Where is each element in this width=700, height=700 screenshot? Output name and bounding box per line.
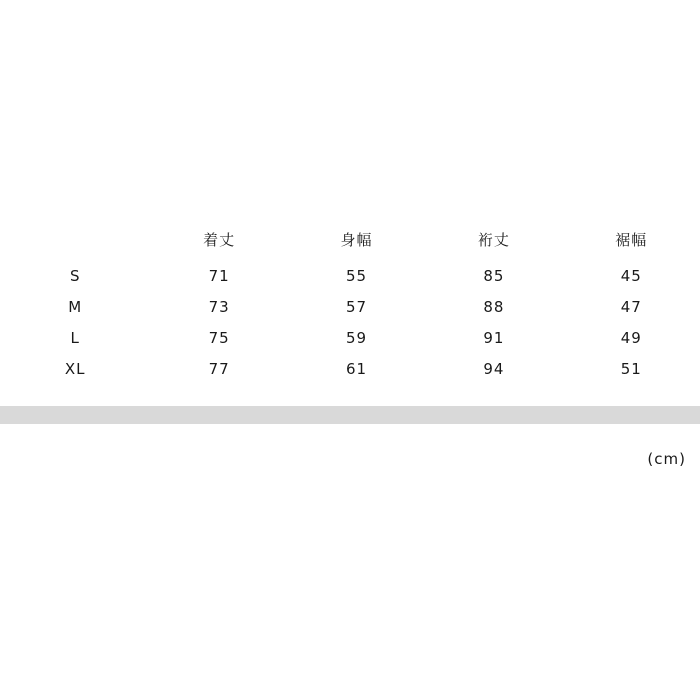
cell-value: 91 <box>483 328 505 347</box>
table-body <box>0 260 700 384</box>
cell-value: 85 <box>483 266 505 285</box>
column-header-sleeve: 裄丈 <box>477 230 510 249</box>
table-corner-cell <box>0 218 150 260</box>
column-header-length: 着丈 <box>203 230 236 249</box>
cell-value: 47 <box>620 297 642 316</box>
unit-note: (cm) <box>647 450 686 468</box>
cell-value: 75 <box>208 328 230 347</box>
cell-value: 59 <box>345 328 368 347</box>
cell-value: 57 <box>345 297 368 316</box>
cell-value: 94 <box>483 359 505 378</box>
table-header <box>0 218 700 260</box>
table-row <box>0 291 700 322</box>
row-header-size: S <box>69 266 81 285</box>
size-chart-table <box>0 218 700 384</box>
divider-band <box>0 406 700 424</box>
column-header-hem: 裾幅 <box>615 230 648 249</box>
row-header-size: XL <box>64 359 86 378</box>
table-row <box>0 353 700 384</box>
row-header-size: M <box>68 297 83 316</box>
cell-value: 55 <box>345 266 368 285</box>
cell-value: 71 <box>208 266 230 285</box>
table-header-row <box>0 218 700 260</box>
cell-value: 73 <box>208 297 230 316</box>
cell-value: 51 <box>620 359 642 378</box>
cell-value: 49 <box>620 328 642 347</box>
column-header-width: 身幅 <box>340 230 373 249</box>
cell-value: 88 <box>483 297 505 316</box>
cell-value: 61 <box>345 359 368 378</box>
table-row <box>0 260 700 291</box>
table-row <box>0 322 700 353</box>
cell-value: 45 <box>620 266 642 285</box>
row-header-size: L <box>70 328 80 347</box>
cell-value: 77 <box>208 359 230 378</box>
